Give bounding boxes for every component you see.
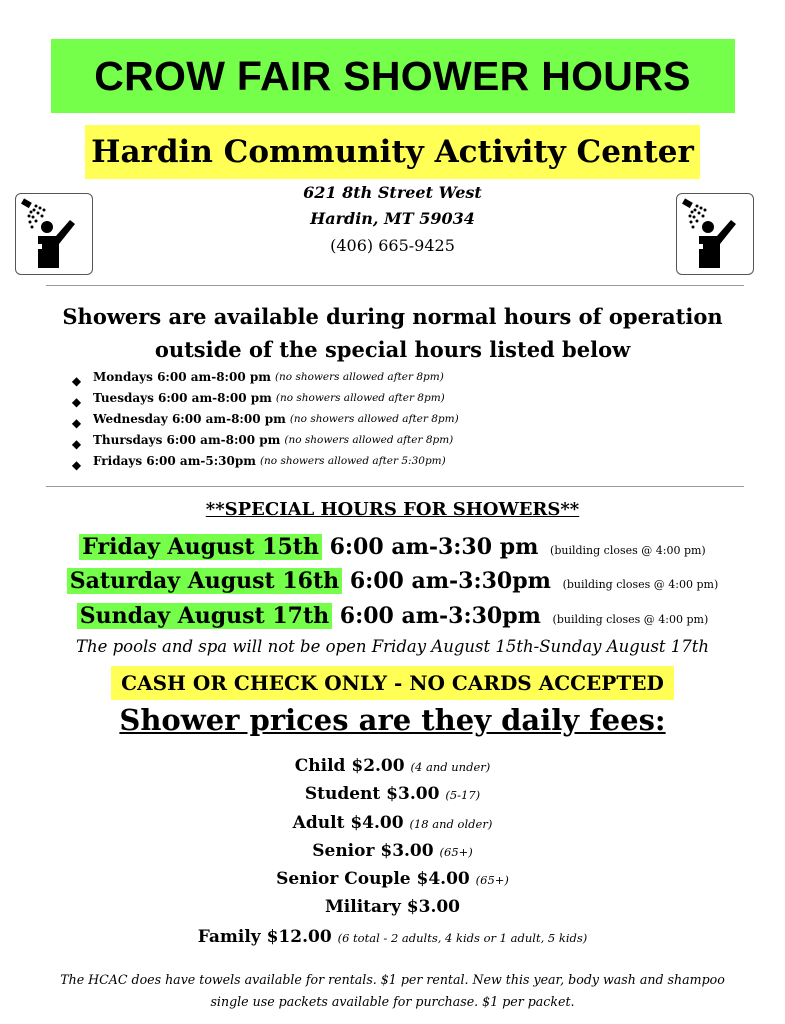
special-hours-title: **SPECIAL HOURS FOR SHOWERS** [205,499,580,520]
address-street: 621 8th Street West [303,183,482,202]
special-day-note: (building closes @ 4:00 pm) [562,578,719,591]
shower-person-icon [15,193,93,275]
diamond-bullet-icon: ◆ [71,416,82,430]
price-item: Adult $4.00 (18 and older) [292,813,493,833]
special-day-row [0,566,785,600]
address-city: Hardin, MT 59034 [310,209,475,228]
diamond-bullet-icon: ◆ [71,458,82,472]
page-title: CROW FAIR SHOWER HOURS [51,39,735,113]
diamond-bullet-icon: ◆ [71,374,82,388]
special-day-date: Saturday August 16th [67,568,342,594]
special-day-time: 6:00 am-3:30pm [349,568,551,594]
special-day-time: 6:00 am-3:30 pm [329,534,539,560]
shower-person-icon [676,193,754,275]
list-item: ◆ Tuesdays 6:00 am-8:00 pm (no showers allowed after 8pm) [71,391,445,409]
special-day-date: Friday August 15th [79,534,322,560]
list-item: ◆ Thursdays 6:00 am-8:00 pm (no showers allowed after 8pm) [71,433,454,451]
lead-line-1: Showers are available during normal hours of operation [62,304,723,329]
diamond-bullet-icon: ◆ [71,395,82,409]
diamond-bullet-icon: ◆ [71,437,82,451]
price-item: Family $12.00 (6 total - 2 adults, 4 kids or 1 adult, 5 kids) [197,927,588,947]
facility-name: Hardin Community Activity Center [85,125,700,179]
price-item: Senior $3.00 (65+) [312,841,473,861]
special-day-note: (building closes @ 4:00 pm) [552,613,709,626]
pools-closed-note: The pools and spa will not be open Friday August 15th-Sunday August 17th [75,637,710,656]
prices-title: Shower prices are they daily fees: [119,703,666,737]
price-item: Military $3.00 [324,897,461,917]
special-day-time: 6:00 am-3:30pm [339,603,541,629]
divider [46,285,744,286]
special-day-note: (building closes @ 4:00 pm) [550,544,706,557]
list-item: ◆ Wednesday 6:00 am-8:00 pm (no showers allowed after 8pm) [71,412,459,430]
divider [46,486,744,487]
price-item: Student $3.00 (5-17) [304,784,481,804]
list-item: ◆ Mondays 6:00 am-8:00 pm (no showers allowed after 8pm) [71,370,444,388]
list-item: ◆ Fridays 6:00 am-5:30pm (no showers allowed after 5:30pm) [71,454,446,472]
normal-hours-list [70,367,459,472]
special-day-row [0,601,785,635]
address-phone: (406) 665-9425 [330,236,455,255]
price-item: Child $2.00 (4 and under) [294,756,491,776]
lead-line-2: outside of the special hours listed below [154,337,631,362]
special-day-row [0,532,785,566]
special-day-date: Sunday August 17th [77,603,332,629]
payment-note: CASH OR CHECK ONLY - NO CARDS ACCEPTED [111,666,674,700]
price-item: Senior Couple $4.00 (65+) [276,869,509,889]
footer-note: The HCAC does have towels available for rentals. $1 per rental. New this year, body wash and shampoo single use packets available for purchase. $1 per packet. [60,972,725,1009]
